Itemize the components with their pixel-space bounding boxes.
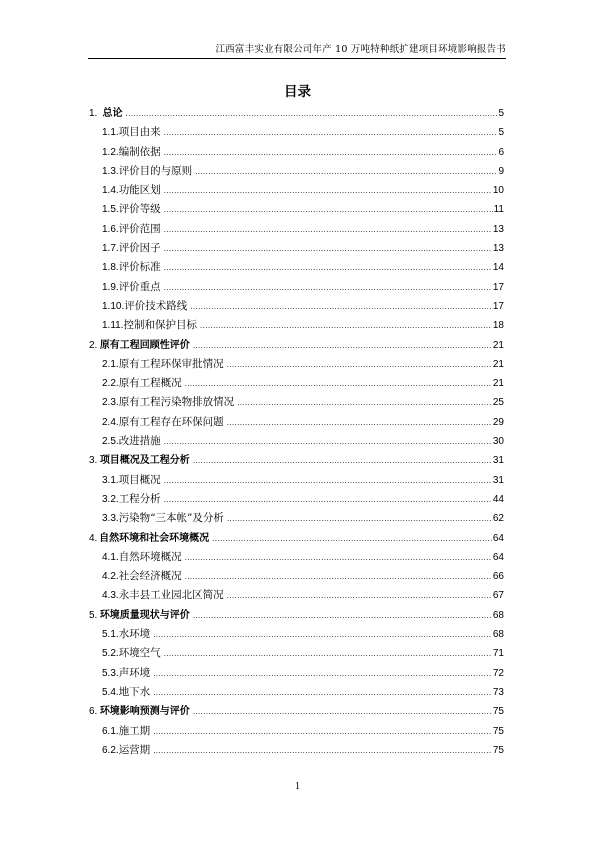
toc-section-entry[interactable] [89,355,504,374]
toc-entry-page: 31 [492,455,504,467]
dot-leader [212,529,492,548]
toc-entry-page: 13 [492,243,504,255]
toc-section-entry[interactable] [89,413,504,432]
toc-section-entry[interactable] [89,278,504,297]
toc-entry-title: 自然环境概况 [118,550,182,563]
dot-leader [153,683,492,702]
toc-entry-title: 水环境 [118,628,151,641]
toc-entry-page: 75 [492,706,504,718]
dot-leader [190,297,492,316]
toc-entry-title: 评价技术路线 [124,299,188,312]
toc-entry-page: 18 [492,320,504,332]
toc-entry-page: 75 [492,725,504,737]
toc-entry-number: 2.5. [102,436,119,448]
toc-entry-number: 2. [89,339,98,351]
toc-entry-page: 67 [492,590,504,602]
toc-entry-page: 62 [492,513,504,525]
toc-entry-number: 5.4. [102,686,119,698]
dot-leader [227,413,492,432]
dot-leader [193,606,492,625]
toc-entry-page: 5 [498,108,504,119]
toc-entry-title: 原有工程存在环保问题 [118,415,224,428]
toc-entry-page: 21 [492,378,504,390]
dot-leader [164,432,492,451]
table-of-contents [89,104,504,760]
toc-entry-number: 4.1. [102,551,119,563]
toc-entry-number: 6.1. [102,725,119,737]
toc-entry-page: 29 [492,416,504,428]
toc-entry-number: 1.3. [102,165,119,177]
toc-entry-title: 评价范围 [118,222,161,235]
toc-section-entry[interactable] [89,297,504,316]
toc-entry-title: 原有工程环保审批情况 [118,357,224,370]
toc-entry-number: 1.10. [102,300,125,312]
toc-entry-title: 永丰县工业园北区简况 [118,589,224,602]
toc-section-entry[interactable] [89,162,504,181]
toc-section-entry[interactable] [89,471,504,490]
dot-leader [164,278,492,297]
toc-entry-number: 6.2. [102,744,119,756]
toc-entry-title: 自然环境和社会环境概况 [99,532,210,544]
toc-entry-title: 评价重点 [118,280,161,293]
toc-entry-number: 1. [89,108,98,119]
toc-entry-page: 25 [492,397,504,409]
toc-section-entry[interactable] [89,586,504,605]
toc-entry-page: 66 [492,571,504,583]
toc-entry-title: 环境影响预测与评价 [99,706,190,718]
toc-section-entry[interactable] [89,374,504,393]
toc-entry-number: 3. [89,455,98,467]
dot-leader [164,490,492,509]
dot-leader [164,143,498,162]
toc-section-entry[interactable] [89,239,504,258]
toc-entry-title: 评价因子 [118,242,161,255]
toc-section-entry[interactable] [89,683,504,702]
toc-entry-page: 17 [492,300,504,312]
toc-entry-title: 编制依据 [118,145,161,158]
toc-entry-number: 2.4. [102,416,119,428]
toc-entry-page: 44 [492,493,504,505]
toc-section-entry[interactable] [89,200,504,219]
dot-leader [164,181,492,200]
toc-entry-number: 4. [89,532,98,544]
toc-entry-title: 工程分析 [118,492,161,505]
toc-entry-title: 社会经济概况 [118,570,182,583]
toc-entry-number: 2.3. [102,397,119,409]
toc-section-entry[interactable] [89,490,504,509]
toc-section-entry[interactable] [89,722,504,741]
toc-entry-number: 1.5. [102,204,119,216]
toc-entry-number: 2.1. [102,358,119,370]
dot-leader [227,355,492,374]
dot-leader [164,644,492,663]
toc-chapter-entry[interactable] [89,702,504,721]
toc-entry-title: 评价等级 [118,203,161,216]
toc-entry-number: 1.2. [102,146,119,158]
toc-chapter-entry[interactable] [89,529,504,548]
toc-section-entry[interactable] [89,258,504,277]
dot-leader [125,104,497,123]
toc-entry-number: 1.4. [102,185,119,197]
toc-entry-title: 功能区划 [118,184,161,197]
toc-entry-page: 10 [492,185,504,197]
toc-chapter-entry[interactable] [89,336,504,355]
toc-section-entry[interactable] [89,123,504,142]
dot-leader [153,625,492,644]
toc-entry-title: 评价标准 [118,261,161,274]
toc-entry-number: 1.6. [102,223,119,235]
toc-entry-title: 污染物“三本帐”及分析 [118,512,224,525]
dot-leader [164,123,498,142]
toc-entry-number: 3.1. [102,474,119,486]
toc-entry-title: 环境空气 [118,647,161,660]
toc-entry-number: 1.9. [102,281,119,293]
toc-section-entry[interactable] [89,509,504,528]
toc-entry-title: 改进措施 [118,435,161,448]
dot-leader [164,220,492,239]
toc-entry-page: 17 [492,281,504,293]
toc-entry-page: 72 [492,667,504,679]
toc-entry-number: 1.8. [102,262,119,274]
dot-leader [164,200,493,219]
toc-entry-number: 2.2. [102,378,119,390]
toc-section-entry[interactable] [89,664,504,683]
toc-chapter-entry[interactable] [89,451,504,470]
page-number: 1 [295,781,300,792]
toc-entry-title: 控制和保护目标 [123,319,197,332]
toc-entry-title: 原有工程概况 [118,377,182,390]
toc-entry-number: 5. [89,609,98,621]
toc-entry-page: 64 [492,551,504,563]
toc-entry-page: 5 [498,127,504,139]
dot-leader [200,316,492,335]
dot-leader [193,702,492,721]
dot-leader [193,336,492,355]
toc-entry-page: 13 [492,223,504,235]
dot-leader [153,722,492,741]
toc-entry-page: 68 [492,609,504,621]
toc-entry-number: 4.3. [102,590,119,602]
toc-entry-title: 地下水 [118,685,151,698]
toc-entry-number: 5.1. [102,629,119,641]
toc-entry-number: 5.3. [102,667,119,679]
dot-leader [153,741,492,760]
toc-chapter-entry[interactable] [89,606,504,625]
dot-leader [193,451,492,470]
toc-entry-number: 5.2. [102,648,119,660]
toc-section-entry[interactable] [89,548,504,567]
toc-entry-page: 21 [492,339,504,351]
toc-section-entry[interactable] [89,316,504,335]
toc-section-entry[interactable] [89,625,504,644]
dot-leader [227,509,492,528]
toc-entry-title: 施工期 [118,724,151,737]
toc-entry-title: 项目由来 [118,126,161,139]
toc-entry-title: 原有工程回顾性评价 [99,339,190,351]
toc-entry-number: 6. [89,706,98,718]
toc-entry-page: 68 [492,629,504,641]
toc-entry-title: 项目概况及工程分析 [99,455,190,467]
toc-section-entry[interactable] [89,143,504,162]
dot-leader [164,471,492,490]
toc-entry-number: 1.11. [102,320,124,332]
toc-entry-page: 64 [492,532,504,544]
toc-chapter-entry[interactable] [89,104,504,123]
dot-leader [153,664,492,683]
toc-entry-page: 21 [492,358,504,370]
dot-leader [185,548,492,567]
toc-entry-page: 11 [493,204,504,216]
dot-leader [164,258,492,277]
toc-entry-title: 总论 [102,108,123,119]
dot-leader [185,374,492,393]
toc-entry-title: 声环境 [118,666,151,679]
toc-entry-page: 71 [492,648,504,660]
toc-entry-number: 4.2. [102,571,119,583]
toc-entry-title: 环境质量现状与评价 [99,609,190,621]
toc-section-entry[interactable] [89,393,504,412]
toc-entry-number: 3.3. [102,513,119,525]
toc-section-entry[interactable] [89,644,504,663]
toc-entry-page: 75 [492,744,504,756]
toc-entry-title: 运营期 [118,743,151,756]
toc-entry-page: 9 [498,165,504,177]
dot-leader [185,567,492,586]
dot-leader [195,162,497,181]
toc-entry-page: 31 [492,474,504,486]
toc-entry-number: 1.7. [102,243,119,255]
toc-section-entry[interactable] [89,220,504,239]
dot-leader [237,393,492,412]
toc-section-entry[interactable] [89,432,504,451]
toc-entry-title: 原有工程污染物排放情况 [118,396,235,409]
toc-entry-page: 30 [492,436,504,448]
toc-section-entry[interactable] [89,181,504,200]
toc-entry-number: 3.2. [102,493,119,505]
toc-entry-title: 项目概况 [118,473,161,486]
page-title: 目录 [284,84,311,100]
toc-entry-title: 评价目的与原则 [118,164,193,177]
running-header: 江西富丰实业有限公司年产 10 万吨特种纸扩建项目环境影响报告书 [88,41,506,59]
toc-section-entry[interactable] [89,567,504,586]
toc-entry-page: 73 [492,686,504,698]
toc-entry-page: 14 [492,262,504,274]
toc-entry-page: 6 [498,146,504,158]
toc-entry-number: 1.1. [102,127,119,139]
dot-leader [164,239,492,258]
dot-leader [227,586,492,605]
toc-section-entry[interactable] [89,741,504,760]
